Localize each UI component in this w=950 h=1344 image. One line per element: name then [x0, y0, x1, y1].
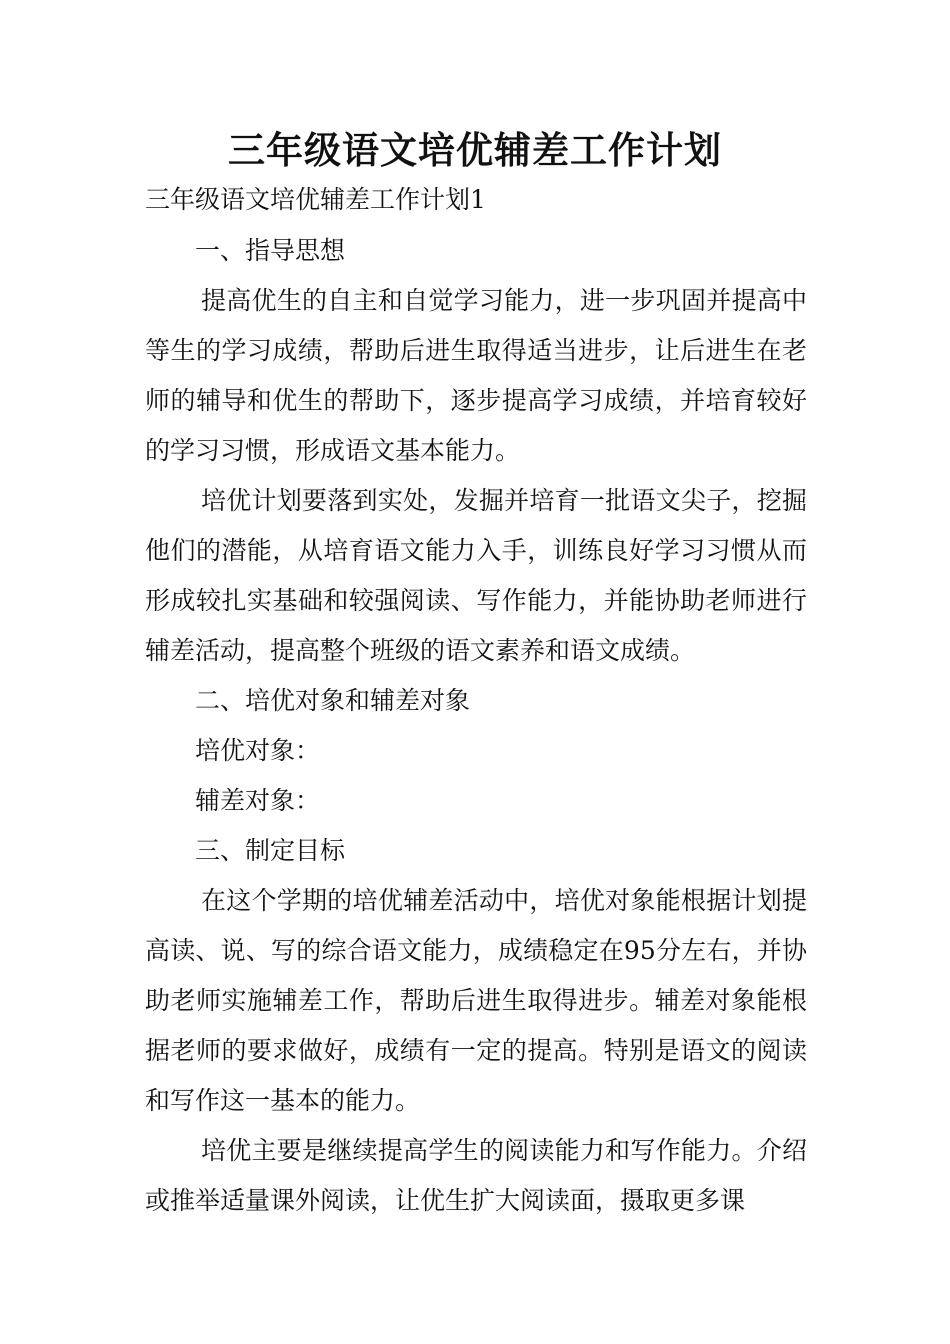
section-heading-targets: 二、培优对象和辅差对象	[195, 686, 471, 715]
paragraph-goal-overview: 提高优生的自主和自觉学习能力，进一步巩固并提高中等生的学习成绩，帮助后进生取得适当进步，让后进生在老师的辅导和优生的帮助下，逐步提高学习成绩，并培育较好的学习习惯，形成语文基本能力。	[145, 286, 807, 465]
document-body	[145, 226, 807, 1226]
section-heading-guiding-thought: 一、指导思想	[195, 236, 346, 265]
section-heading-objectives: 三、制定目标	[195, 836, 346, 865]
paragraph-excellence-focus: 培优主要是继续提高学生的阅读能力和写作能力。介绍或推举适量课外阅读，让优生扩大阅读面，摄取更多课	[145, 1136, 807, 1215]
paragraph-excellence-plan: 培优计划要落到实处，发掘并培育一批语文尖子，挖掘他们的潜能，从培育语文能力入手，训练良好学习习惯从而形成较扎实基础和较强阅读、写作能力，并能协助老师进行辅差活动，提高整个班级的语文素养和语文成绩。	[145, 486, 807, 665]
paragraph-semester-objectives: 在这个学期的培优辅差活动中，培优对象能根据计划提高读、说、写的综合语文能力，成绩稳定在95分左右，并协助老师实施辅差工作，帮助后进生取得进步。辅差对象能根据老师的要求做好，成绩有一定的提高。特别是语文的阅读和写作这一基本的能力。	[145, 886, 807, 1115]
label-support-targets: 辅差对象：	[195, 786, 321, 815]
document-subtitle: 三年级语文培优辅差工作计划1	[145, 185, 486, 214]
label-excellence-targets: 培优对象：	[195, 736, 321, 765]
document-title: 三年级语文培优辅差工作计划	[228, 128, 722, 172]
